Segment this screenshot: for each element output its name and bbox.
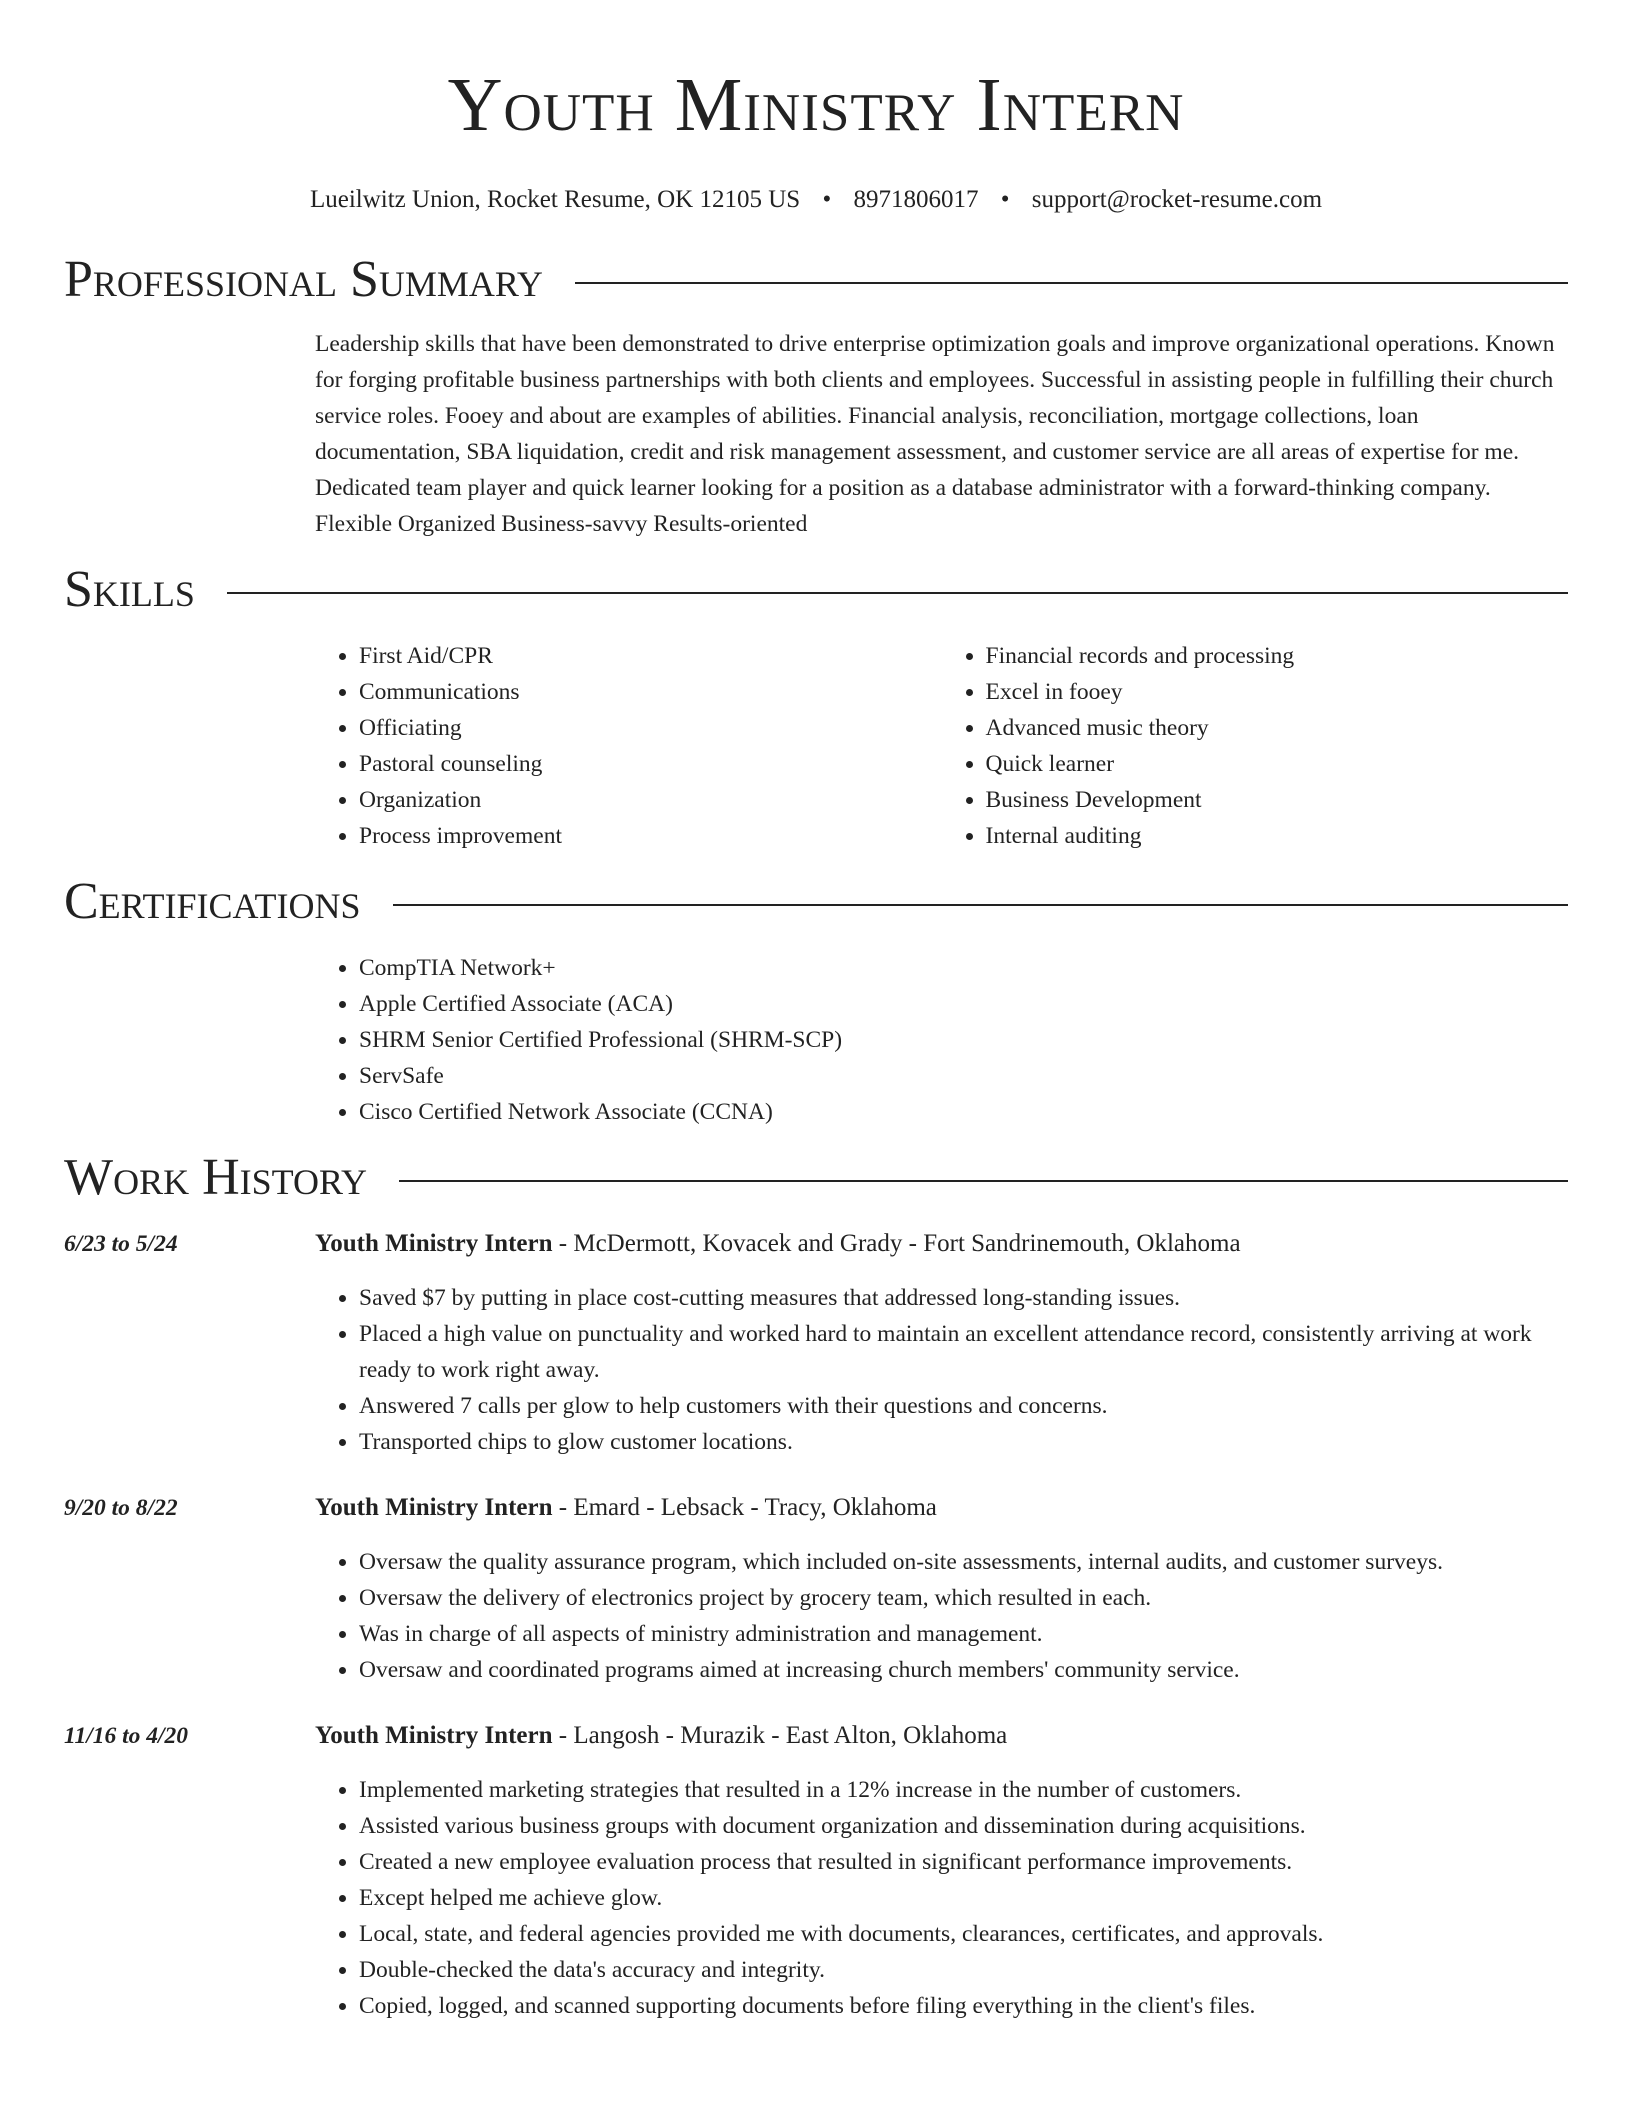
job-title: Youth Ministry Intern	[315, 1230, 553, 1257]
skill-item: • Officiating	[359, 710, 942, 746]
job-employer-location: - McDermott, Kovacek and Grady - Fort Sandrinemouth, Oklahoma	[552, 1230, 1241, 1257]
job-bullets	[315, 1280, 1568, 1460]
summary-section-header	[64, 248, 1568, 312]
skill-item: • Communications	[359, 674, 942, 710]
job-title: Youth Ministry Intern	[315, 1494, 553, 1521]
job-title: Youth Ministry Intern	[315, 1722, 553, 1749]
job-bullet: • Saved $7 by putting in place cost-cutting measures that addressed long-standing issues.	[359, 1280, 1568, 1316]
job-entry	[64, 1718, 1568, 2024]
job-bullet: • Copied, logged, and scanned supporting documents before filing everything in the client's files.	[359, 1988, 1568, 2024]
job-dates: 9/20 to 8/22	[64, 1495, 178, 1521]
certifications-list	[315, 950, 1568, 1130]
job-bullet: • Oversaw and coordinated programs aimed at increasing church members' community service.	[359, 1652, 1568, 1688]
skills-section-header	[64, 558, 1568, 622]
skill-item: • Process improvement	[359, 818, 942, 854]
address: Lueilwitz Union, Rocket Resume, OK 12105 US	[309, 186, 801, 213]
section-title-summary: Professional Summary	[64, 251, 543, 308]
phone: 8971806017	[853, 186, 979, 213]
skill-item: • First Aid/CPR	[359, 638, 942, 674]
skill-item: • Excel in fooey	[986, 674, 1569, 710]
certification-item: • Apple Certified Associate (ACA)	[359, 986, 1568, 1022]
certification-item: • Cisco Certified Network Associate (CCNA)	[359, 1094, 1568, 1130]
job-body	[315, 1226, 1568, 1460]
job-title-line	[315, 1226, 1568, 1262]
work-history-section-header	[64, 1146, 1568, 1210]
section-title-skills: Skills	[64, 561, 195, 618]
candidate-name: Youth Ministry Intern	[447, 63, 1185, 147]
job-bullet: • Assisted various business groups with document organization and dissemination during acquisitions.	[359, 1808, 1568, 1844]
job-employer-location: - Langosh - Murazik - East Alton, Oklahoma	[552, 1722, 1008, 1749]
skills-column-right	[942, 638, 1569, 854]
certification-item: • CompTIA Network+	[359, 950, 1568, 986]
section-divider	[575, 282, 1568, 284]
skills-column-left	[315, 638, 942, 854]
job-title-line	[315, 1490, 1568, 1526]
email: support@rocket-resume.com	[1031, 186, 1323, 213]
job-dates: 6/23 to 5/24	[64, 1231, 178, 1257]
job-entry	[64, 1490, 1568, 1688]
skills-list	[315, 638, 1568, 854]
job-bullet: • Implemented marketing strategies that resulted in a 12% increase in the number of customers.	[359, 1772, 1568, 1808]
job-bullet: • Oversaw the delivery of electronics project by grocery team, which resulted in each.	[359, 1580, 1568, 1616]
job-dates: 11/16 to 4/20	[64, 1723, 189, 1749]
section-title-certifications: Certifications	[64, 873, 361, 930]
skill-item: • Business Development	[986, 782, 1569, 818]
certification-item: • ServSafe	[359, 1058, 1568, 1094]
skill-item: • Advanced music theory	[986, 710, 1569, 746]
job-bullet: • Except helped me achieve glow.	[359, 1880, 1568, 1916]
skill-item: • Internal auditing	[986, 818, 1569, 854]
job-employer-location: - Emard - Lebsack - Tracy, Oklahoma	[552, 1494, 937, 1521]
job-entry	[64, 1226, 1568, 1460]
job-bullet: • Placed a high value on punctuality and worked hard to maintain an excellent attendance record, consistently arriving at work ready to work right away.	[359, 1316, 1568, 1388]
job-bullet: • Was in charge of all aspects of ministry administration and management.	[359, 1616, 1568, 1652]
separator: •	[822, 186, 832, 213]
job-bullet: • Local, state, and federal agencies provided me with documents, clearances, certificates, and approvals.	[359, 1916, 1568, 1952]
skill-item: • Financial records and processing	[986, 638, 1569, 674]
skill-item: • Quick learner	[986, 746, 1569, 782]
job-bullet: • Answered 7 calls per glow to help customers with their questions and concerns.	[359, 1388, 1568, 1424]
job-bullet: • Transported chips to glow customer locations.	[359, 1424, 1568, 1460]
certification-item: • SHRM Senior Certified Professional (SHRM-SCP)	[359, 1022, 1568, 1058]
job-bullet: • Oversaw the quality assurance program, which included on-site assessments, internal audits, and customer surveys.	[359, 1544, 1568, 1580]
section-title-work-history: Work History	[64, 1149, 368, 1206]
section-divider	[227, 592, 1568, 594]
skill-item: • Pastoral counseling	[359, 746, 942, 782]
section-divider	[393, 904, 1568, 906]
section-divider	[399, 1180, 1568, 1182]
job-bullets	[315, 1544, 1568, 1688]
job-bullets	[315, 1772, 1568, 2024]
job-bullet: • Double-checked the data's accuracy and integrity.	[359, 1952, 1568, 1988]
separator: •	[1000, 186, 1010, 213]
job-body	[315, 1490, 1568, 1688]
certifications-section-header	[64, 870, 1568, 934]
summary-text: Leadership skills that have been demonstrated to drive enterprise optimization goals and improve organizational operations. Known for forging profitable business partnerships with both clients and employees. Successful in assisting people in fulfilling their church service roles. Fooey and about are examples of abilities. Financial analysis, reconciliation, mortgage collections, loan documentation, SBA liquidation, credit and risk management assessment, and customer service are all areas of expertise for me. Dedicated team player and quick learner looking for a position as a database administrator with a forward-thinking company. Flexible Organized Business-savvy Results-oriented	[315, 331, 1555, 537]
skill-item: • Organization	[359, 782, 942, 818]
job-title-line	[315, 1718, 1568, 1754]
contact-line	[64, 184, 1568, 216]
job-body	[315, 1718, 1568, 2024]
job-bullet: • Created a new employee evaluation process that resulted in significant performance improvements.	[359, 1844, 1568, 1880]
